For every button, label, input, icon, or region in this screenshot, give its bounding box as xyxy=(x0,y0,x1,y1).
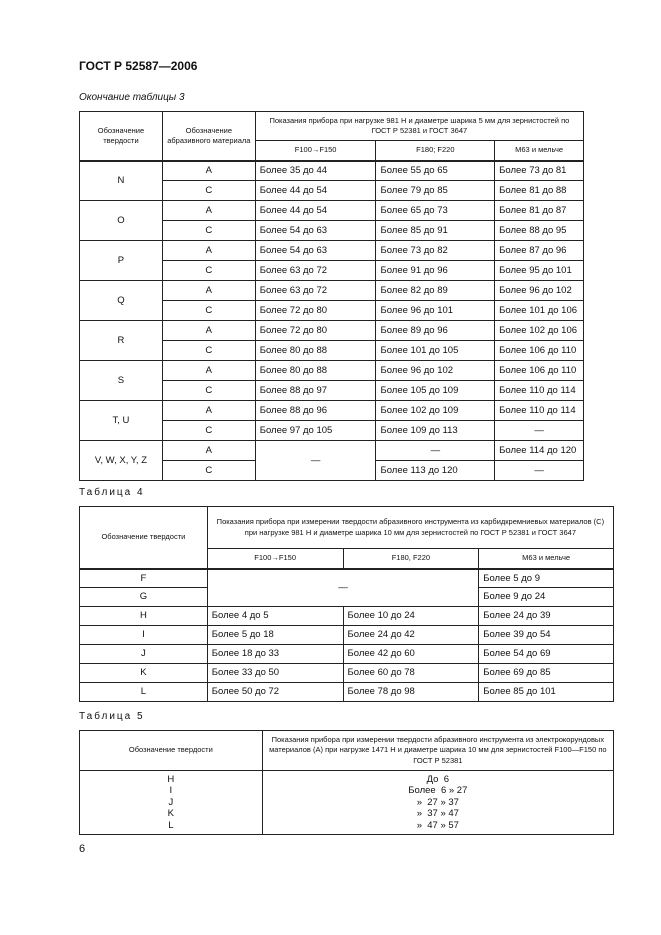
t3-mat: A xyxy=(162,201,255,221)
t3-mat: C xyxy=(162,381,255,401)
t4-cell: Более 5 до 9 xyxy=(479,569,614,588)
t3-cell: Более 96 до 102 xyxy=(376,361,495,381)
t3-mat: C xyxy=(162,221,255,241)
t3-hard-VWXYZ: V, W, X, Y, Z xyxy=(80,441,163,481)
t3-hard-R: R xyxy=(80,321,163,361)
t3-mat: A xyxy=(162,441,255,461)
t4-hard: L xyxy=(80,683,208,702)
t3-group-header: Показания прибора при нагрузке 981 Н и диаметре шарика 5 мм для зернистостей по ГОСТ Р 52381 и ГОСТ 3647 xyxy=(255,112,583,141)
t3-cell: Более 80 до 88 xyxy=(255,341,376,361)
t5-cell: Более 6 » 27 xyxy=(262,785,613,796)
t3-cell: Более 113 до 120 xyxy=(376,461,495,481)
t3-cell: Более 95 до 101 xyxy=(495,261,584,281)
t4-hard: J xyxy=(80,645,208,664)
t5-cell: » 47 » 57 xyxy=(262,820,613,835)
t5-hard: J xyxy=(80,797,263,808)
t3-cell: Более 54 до 63 xyxy=(255,221,376,241)
t3-cell: Более 114 до 120 xyxy=(495,441,584,461)
t4-cell: Более 42 до 60 xyxy=(343,645,479,664)
t3-cell: Более 79 до 85 xyxy=(376,181,495,201)
t3-cell: Более 72 до 80 xyxy=(255,321,376,341)
t4-cell: Более 85 до 101 xyxy=(479,683,614,702)
t5-cell: » 27 » 37 xyxy=(262,797,613,808)
table3 xyxy=(79,111,584,481)
t3-cell: Более 88 до 97 xyxy=(255,381,376,401)
t3-mat: A xyxy=(162,281,255,301)
t4-cell: Более 50 до 72 xyxy=(207,683,343,702)
t3-cell: Более 63 до 72 xyxy=(255,281,376,301)
page-number: 6 xyxy=(79,843,86,855)
t4-cell: Более 69 до 85 xyxy=(479,664,614,683)
t4-cell: Более 18 до 33 xyxy=(207,645,343,664)
t5-group-header: Показания прибора при измерении твердости абразивного инструмента из электрокорундовых материалов (А) при нагрузке 1471 Н и диаметре шарика 10 мм для зернистостей F100—F150 по ГОСТ Р 52381 xyxy=(262,731,613,771)
t3-cell: Более 110 до 114 xyxy=(495,381,584,401)
t3-hard-N: N xyxy=(80,161,163,201)
t3-col-material: Обозначение абразивного материала xyxy=(162,112,255,161)
t5-cell: » 37 » 47 xyxy=(262,808,613,819)
t3-cell: Более 87 до 96 xyxy=(495,241,584,261)
t3-hard-O: O xyxy=(80,201,163,241)
t3-mat: C xyxy=(162,301,255,321)
t4-cell: Более 10 до 24 xyxy=(343,607,479,626)
t4-sub-1: F100→F150 xyxy=(207,549,343,569)
t4-cell: Более 54 до 69 xyxy=(479,645,614,664)
t3-hard-Q: Q xyxy=(80,281,163,321)
t3-mat: A xyxy=(162,401,255,421)
t3-cell: Более 91 до 96 xyxy=(376,261,495,281)
t3-cell: Более 63 до 72 xyxy=(255,261,376,281)
t4-cell: Более 33 до 50 xyxy=(207,664,343,683)
t3-cell: — xyxy=(376,441,495,461)
t3-mat: A xyxy=(162,361,255,381)
t4-sub-2: F180, F220 xyxy=(343,549,479,569)
table5 xyxy=(79,730,614,835)
t3-cell: Более 81 до 87 xyxy=(495,201,584,221)
t4-cell: Более 5 до 18 xyxy=(207,626,343,645)
t3-hard-S: S xyxy=(80,361,163,401)
t3-cell: Более 101 до 106 xyxy=(495,301,584,321)
t3-mat: C xyxy=(162,261,255,281)
t3-cell: Более 85 до 91 xyxy=(376,221,495,241)
t3-cell: Более 82 до 89 xyxy=(376,281,495,301)
t3-sub-2: F180; F220 xyxy=(376,141,495,161)
t3-cell: Более 101 до 105 xyxy=(376,341,495,361)
t3-mat: C xyxy=(162,181,255,201)
t3-cell: Более 96 до 102 xyxy=(495,281,584,301)
t4-col-hardness: Обозначение твердости xyxy=(80,507,208,569)
t3-mat: C xyxy=(162,341,255,361)
t3-cell: Более 89 до 96 xyxy=(376,321,495,341)
t3-mat: C xyxy=(162,461,255,481)
t5-cell: До 6 xyxy=(262,771,613,786)
t3-cell: Более 44 до 54 xyxy=(255,181,376,201)
t4-cell: Более 24 до 42 xyxy=(343,626,479,645)
t3-cell: Более 96 до 101 xyxy=(376,301,495,321)
t5-hard: L xyxy=(80,820,263,835)
t3-cell: Более 72 до 80 xyxy=(255,301,376,321)
t3-cell: — xyxy=(495,461,584,481)
t3-hard-TU: T, U xyxy=(80,401,163,441)
t4-cell: Более 24 до 39 xyxy=(479,607,614,626)
table4 xyxy=(79,506,614,702)
table5-caption: Таблица 5 xyxy=(79,711,145,722)
t3-mat: A xyxy=(162,161,255,181)
t4-dash: — xyxy=(207,569,478,607)
t3-cell: Более 44 до 54 xyxy=(255,201,376,221)
t3-col-hardness: Обозначение твердости xyxy=(80,112,163,161)
t3-sub-3: М63 и мельче xyxy=(495,141,584,161)
t3-mat: A xyxy=(162,321,255,341)
t4-cell: Более 9 до 24 xyxy=(479,588,614,607)
t3-cell: Более 65 до 73 xyxy=(376,201,495,221)
table3-caption: Окончание таблицы 3 xyxy=(79,92,185,103)
t3-cell: Более 105 до 109 xyxy=(376,381,495,401)
t3-cell: Более 109 до 113 xyxy=(376,421,495,441)
t4-cell: Более 78 до 98 xyxy=(343,683,479,702)
t3-mat: C xyxy=(162,421,255,441)
t3-cell: Более 73 до 81 xyxy=(495,161,584,181)
t3-cell: Более 81 до 88 xyxy=(495,181,584,201)
t4-cell: Более 4 до 5 xyxy=(207,607,343,626)
t3-cell: Более 97 до 105 xyxy=(255,421,376,441)
t4-group-header: Показания прибора при измерении твердости абразивного инструмента из карбидкремниевых материалов (С) при нагрузке 981 Н и диаметре шарика 10 мм для зернистостей по ГОСТ Р 52381 и ГОСТ 3647 xyxy=(207,507,613,549)
t5-hard: I xyxy=(80,785,263,796)
t5-hard: H xyxy=(80,771,263,786)
t4-hard: G xyxy=(80,588,208,607)
t3-cell: Более 88 до 96 xyxy=(255,401,376,421)
t4-cell: Более 39 до 54 xyxy=(479,626,614,645)
t4-cell: Более 60 до 78 xyxy=(343,664,479,683)
t3-cell: Более 35 до 44 xyxy=(255,161,376,181)
t4-hard: F xyxy=(80,569,208,588)
t3-cell: Более 110 до 114 xyxy=(495,401,584,421)
t5-col-hardness: Обозначение твердости xyxy=(80,731,263,771)
t3-cell: — xyxy=(255,441,376,481)
doc-header: ГОСТ Р 52587—2006 xyxy=(79,59,198,73)
t3-cell: Более 102 до 109 xyxy=(376,401,495,421)
t3-sub-1: F100→F150 xyxy=(255,141,376,161)
t3-cell: Более 106 до 110 xyxy=(495,341,584,361)
t4-hard: H xyxy=(80,607,208,626)
t4-sub-3: М63 и мельче xyxy=(479,549,614,569)
t3-cell: — xyxy=(495,421,584,441)
t3-cell: Более 106 до 110 xyxy=(495,361,584,381)
t3-cell: Более 54 до 63 xyxy=(255,241,376,261)
t3-cell: Более 55 до 65 xyxy=(376,161,495,181)
t3-cell: Более 80 до 88 xyxy=(255,361,376,381)
t3-mat: A xyxy=(162,241,255,261)
t4-hard: I xyxy=(80,626,208,645)
t3-cell: Более 73 до 82 xyxy=(376,241,495,261)
t3-cell: Более 102 до 106 xyxy=(495,321,584,341)
table4-caption: Таблица 4 xyxy=(79,487,145,498)
t3-cell: Более 88 до 95 xyxy=(495,221,584,241)
t5-hard: K xyxy=(80,808,263,819)
t3-hard-P: P xyxy=(80,241,163,281)
t4-hard: K xyxy=(80,664,208,683)
